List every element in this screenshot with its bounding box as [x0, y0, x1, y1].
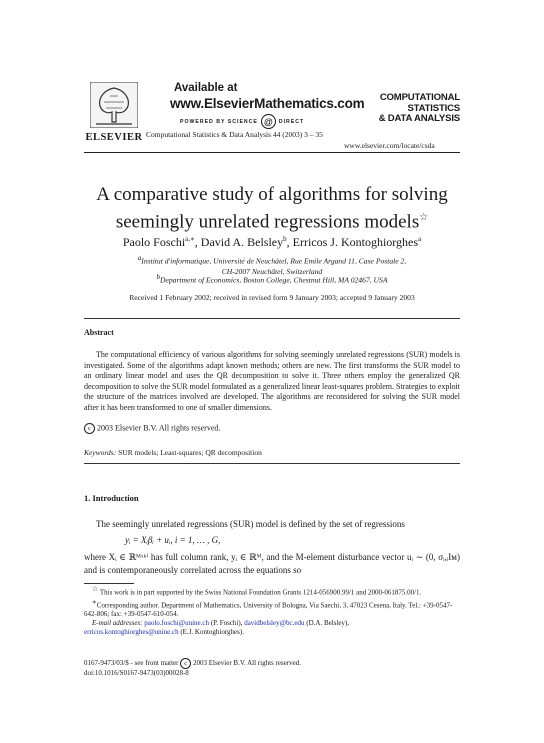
title-footnote-mark[interactable]: ☆ — [419, 212, 429, 223]
journal-mark-line: & DATA ANALYSIS — [378, 113, 460, 124]
author-name: David A. Belsley — [200, 235, 284, 249]
abstract-text: The computational efficiency of various algorithms for solving seemingly unrelated regressions (SUR) models is investigated. Some of the algorithms adapt known methods; others are new. The first transforms the SUR model to an ordinary linear model and uses the QR decomposition to solve it. Three others employ the generalized QR decomposition to solve the SUR model formulated as a generalized linear least-squares problem. Strategies to exploit the structure of the matrices involved are developed. The algorithms are reconsidered for solving the SUR model after it has been transformed to one of smaller dimensions. — [84, 350, 460, 412]
email-owner: (E.J. Kontoghiorghes). — [180, 628, 244, 637]
science-direct-icon: @ — [261, 114, 276, 129]
footnote-emails-cont — [84, 628, 460, 637]
keywords-label: Keywords: — [84, 448, 117, 457]
email-link-kontoghiorghes[interactable]: erricos.kontoghiorghes@unine.ch — [84, 628, 179, 637]
footnote-1 — [84, 585, 460, 598]
issn-prefix: 0167-9473/03/$ - see front matter — [84, 659, 179, 668]
affiliation-a-line-2: CH-2007 Neuchâtel, Switzerland — [221, 266, 323, 276]
available-at-label: Available at — [174, 82, 238, 94]
article-meta — [84, 658, 301, 679]
abstract-body — [84, 350, 460, 413]
affiliation-a-mark: a — [137, 254, 142, 262]
journal-mark-line: STATISTICS — [407, 102, 460, 114]
copyright-text: 2003 Elsevier B.V. All rights reserved. — [97, 423, 221, 433]
author-name: Erricos J. Kontoghiorghes — [292, 235, 419, 249]
author-name: Paolo Foschi — [122, 235, 186, 249]
publisher-name: ELSEVIER — [85, 132, 143, 143]
footnote-1-text: This work is in part supported by the Swiss National Foundation Grants 1214-056900.99/1 and 2000-061875.00/1. — [99, 588, 422, 597]
journal-mark — [370, 93, 460, 125]
footnote-2-mark: ∗ — [92, 597, 97, 606]
title-line-2-text: seemingly unrelated regressions models — [115, 211, 420, 233]
sur-equation: yᵢ = Xᵢβᵢ + uᵢ, i = 1, … , G, — [125, 535, 221, 545]
elsevier-logo — [84, 82, 144, 146]
copyright-icon: c — [180, 658, 191, 669]
section-heading: 1. Introduction — [84, 493, 139, 503]
footnote-emails — [84, 619, 460, 628]
author-affiliation-mark[interactable]: b — [283, 235, 287, 243]
footnote-2-text: Corresponding author. Department of Mathematics, University of Bologna, Via Saechi, 3, 47023 Cesena, Italy. Tel.: +39-0547-642-806; fax: +39-0547-610-054. — [84, 600, 453, 619]
site-name[interactable]: www.ElsevierMathematics.com — [170, 96, 365, 111]
header-divider — [84, 152, 460, 153]
powered-by-suffix: DIRECT — [278, 118, 305, 125]
journal-url-link[interactable]: www.elsevier.com/locate/csda — [344, 141, 435, 150]
email-owner: (D.A. Belsley), — [306, 619, 350, 628]
keywords-list: SUR models; Least-squares; QR decomposition — [118, 448, 262, 457]
copyright-icon: c — [84, 423, 95, 434]
journal-citation: Computational Statistics & Data Analysis 44 (2003) 3 – 35 — [146, 130, 323, 139]
affiliation-a-line-1: Institut d'informatique, Université de Neuchâtel, Rue Emile Argand 11, Case Postale 2, — [141, 256, 407, 266]
intro-paragraph-2: where Xᵢ ∈ ℝᴹˣᵏⁱ has full column rank, yᵢ ∈ ℝᴹ, and the M-element disturbance vector uᵢ ∼ (0, σᵢ,ᵢIᴍ) and is contemporaneously correlated across the equations so — [84, 552, 460, 575]
journal-mark-line: COMPUTATIONAL — [379, 92, 460, 103]
elsevier-tree-icon — [90, 82, 138, 128]
footnotes — [84, 585, 460, 638]
issn-line — [84, 658, 301, 669]
abstract-copyright — [84, 423, 220, 434]
footnote-2 — [84, 598, 460, 620]
intro-paragraph-1: The seemingly unrelated regressions (SUR) model is defined by the set of regressions — [96, 519, 405, 529]
powered-by-line — [180, 114, 350, 129]
email-owner: (P. Foschi), — [210, 619, 243, 628]
abstract-heading: Abstract — [84, 328, 114, 337]
affiliation-b-text: Department of Economics, Boston College, Chestnut Hill, MA 02467, USA — [160, 275, 388, 285]
keywords — [84, 448, 262, 457]
abstract-bottom-divider — [84, 463, 460, 464]
author-affiliation-mark[interactable]: a,∗ — [185, 235, 195, 243]
email-link-belsley[interactable]: davidbelsley@bc.edu — [244, 619, 305, 628]
title-line-2 — [84, 206, 460, 233]
title-line-1: A comparative study of algorithms for solving — [96, 184, 448, 205]
powered-by-prefix: POWERED BY SCIENCE — [180, 118, 258, 125]
footnote-divider — [84, 583, 134, 584]
email-link-foschi[interactable]: paolo.foschi@unine.ch — [144, 619, 209, 628]
available-at-block — [170, 82, 365, 129]
footnote-1-mark: ☆ — [92, 585, 99, 593]
author-list: Paolo Foschi$^{a,∗}$, David A. Belsley$^b$, Erricos J. Kontoghiorghes$^a$ — [122, 235, 422, 249]
received-dates: Received 1 February 2002; received in revised form 9 January 2003; accepted 9 January 2003 — [129, 293, 415, 302]
abstract-top-divider — [84, 318, 460, 319]
article-title — [84, 183, 460, 233]
issn-suffix: 2003 Elsevier B.V. All rights reserved. — [192, 659, 301, 668]
author-affiliation-mark[interactable]: a — [418, 235, 422, 243]
affiliation-b-mark: b — [156, 273, 161, 281]
affiliation-b — [84, 273, 460, 285]
email-label: E-mail addresses: — [92, 619, 143, 628]
doi-line[interactable]: doi:10.1016/S0167-9473(03)00028-8 — [84, 669, 189, 677]
